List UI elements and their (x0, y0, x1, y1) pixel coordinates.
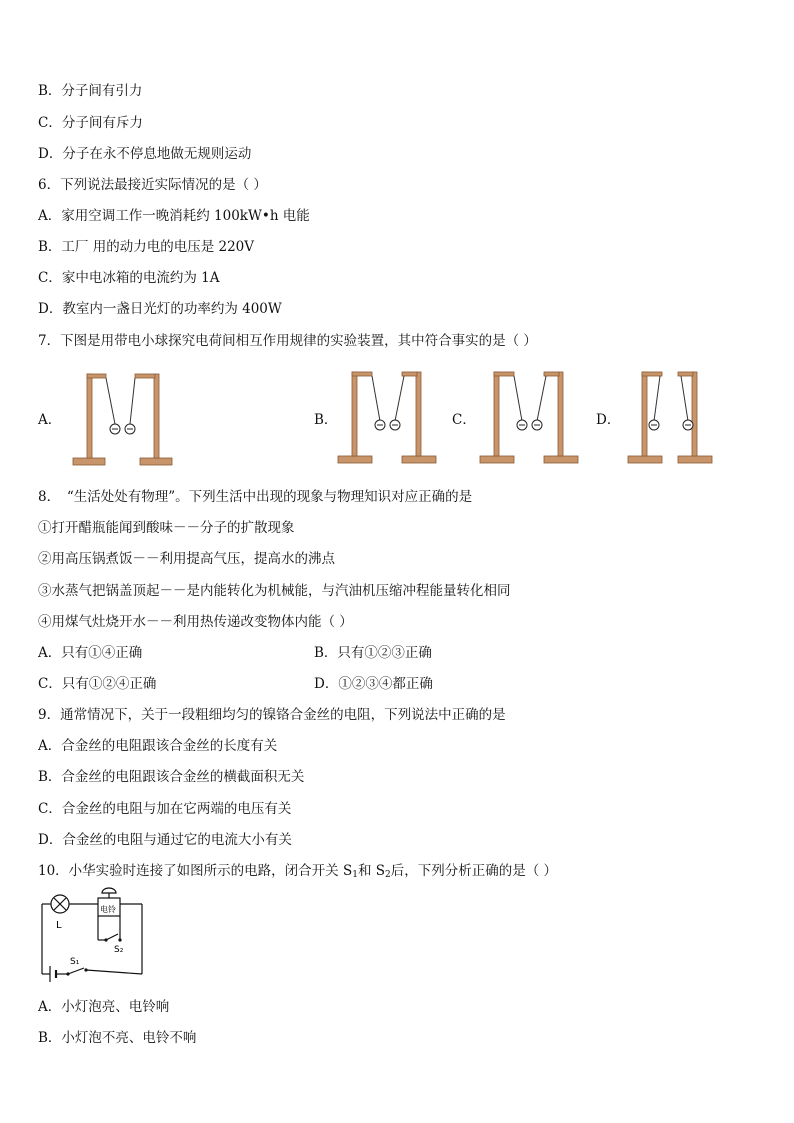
q9-option-b: B．合金丝的电阻跟该合金丝的横截面积无关 (38, 769, 305, 785)
q7-stem: 7．下图是用带电小球探究电荷间相互作用规律的实验装置，其中符合事实的是（ ） (38, 333, 537, 349)
q9-option-d: D．合金丝的电阻与通过它的电流大小有关 (38, 832, 292, 848)
q8-option-c: C．只有①②④正确 (38, 676, 157, 692)
q6-option-a: A．家用空调工作一晚消耗约 100kW•h 电能 (38, 208, 310, 224)
q7-figure-a (68, 370, 178, 470)
q7-label-b: B． (314, 412, 338, 428)
q7-figure-b (336, 368, 446, 468)
q8-stem: 8． “生活处处有物理”。下列生活中出现的现象与物理知识对应正确的是 (38, 489, 473, 505)
q8-option-a: A．只有①④正确 (38, 645, 143, 661)
q7-label-d: D． (596, 412, 621, 428)
q9-stem: 9．通常情况下，关于一段粗细均匀的镍铬合金丝的电阻，下列说法中正确的是 (38, 707, 506, 723)
q8-option-b: B．只有①②③正确 (314, 645, 432, 661)
q9-option-a: A．合金丝的电阻跟该合金丝的长度有关 (38, 738, 278, 754)
q7-figure-d (626, 368, 736, 468)
q6-stem: 6．下列说法最接近实际情况的是（ ） (38, 177, 267, 193)
switch1-label: S₁ (70, 957, 80, 967)
lamp-label: L (56, 920, 62, 931)
switch2-label: S₂ (114, 945, 124, 955)
q5-option-d: D．分子在永不停息地做无规则运动 (38, 146, 252, 162)
q8-statement-3: ③水蒸气把锅盖顶起－－是内能转化为机械能，与汽油机压缩冲程能量转化相同 (38, 583, 511, 599)
q10-option-b: B．小灯泡不亮、电铃不响 (38, 1030, 197, 1046)
q8-option-d: D．①②③④都正确 (314, 676, 433, 692)
q8-statement-4: ④用煤气灶烧开水－－利用热传递改变物体内能（ ） (38, 614, 353, 630)
q6-option-d: D．教室内一盏日光灯的功率约为 400W (38, 301, 282, 317)
q10-circuit-diagram (38, 888, 150, 984)
bell-label: 电铃 (100, 905, 116, 914)
q8-statement-2: ②用高压锅煮饭－－利用提高气压，提高水的沸点 (38, 551, 335, 567)
q7-label-a: A． (38, 412, 62, 428)
q5-option-c: C．分子间有斥力 (38, 115, 143, 131)
lamp-symbol (51, 895, 69, 913)
q7-figure-c (478, 368, 588, 468)
q10-option-a: A．小灯泡亮、电铃响 (38, 999, 170, 1015)
q10-stem: 10．小华实验时连接了如图所示的电路，闭合开关 $S_1$和 $S_2$后，下列分析正确的是（ ） (38, 863, 558, 880)
q7-label-c: C． (452, 412, 476, 428)
q5-option-b: B．分子间有引力 (38, 83, 143, 99)
q8-statement-1: ①打开醋瓶能闻到酸味－－分子的扩散现象 (38, 520, 295, 536)
q6-option-b: B．工厂 用的动力电的电压是 220V (38, 239, 255, 255)
q9-option-c: C．合金丝的电阻与加在它两端的电压有关 (38, 801, 292, 817)
q6-option-c: C．家中电冰箱的电流约为 1A (38, 270, 220, 286)
